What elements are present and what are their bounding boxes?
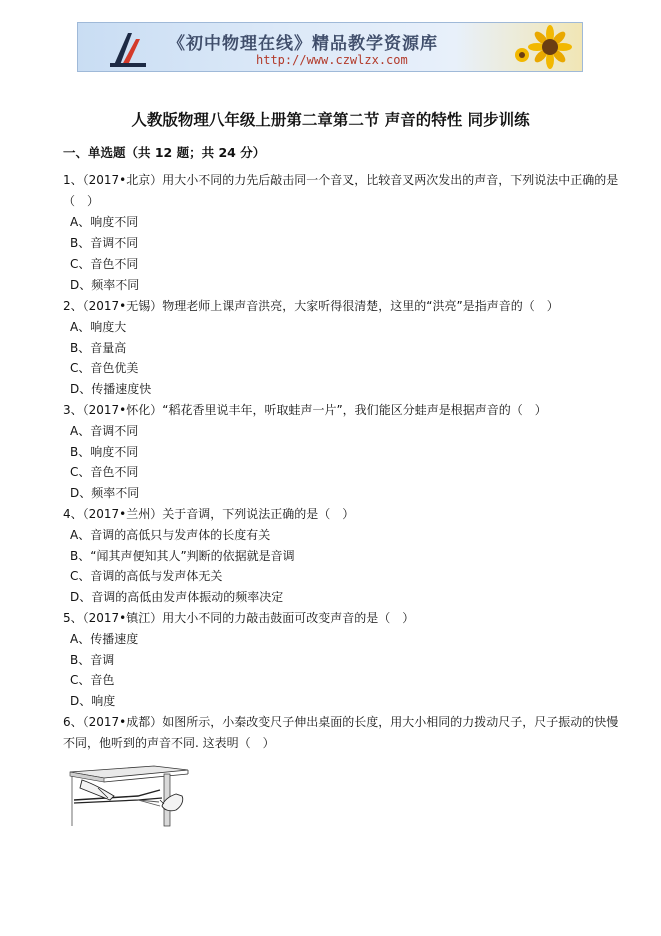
question-3-option-d: D、频率不同 — [70, 486, 140, 500]
document-title: 人教版物理八年级上册第二章第二节 声音的特性 同步训练 — [131, 111, 530, 129]
question-3-option-b: B、响度不同 — [70, 445, 139, 459]
question-1-option-d: D、频率不同 — [70, 278, 140, 292]
question-1-text-line-1: 1、（2017•北京）用大小不同的力先后敲击同一个音叉，比较音叉两次发出的声音，下列说法中正确的是 — [63, 173, 619, 187]
question-4-option-d: D、音调的高低由发声体振动的频率决定 — [70, 590, 284, 604]
question-2-text: 2、（2017•无锡）物理老师上课声音洪亮，大家听得很清楚，这里的“洪亮”是指声音的（ ） — [63, 299, 559, 313]
banner-url: http://www.czwlzx.com — [256, 53, 408, 67]
ruler-vibration-figure — [64, 760, 190, 828]
question-5-option-a: A、传播速度 — [70, 632, 139, 646]
sunflower-icon — [514, 25, 578, 71]
question-2-option-b: B、音量高 — [70, 341, 127, 355]
question-6-text-line-1: 6、（2017•成都）如图所示，小秦改变尺子伸出桌面的长度，用大小相同的力拨动尺子，尺子振动的快慢 — [63, 715, 619, 729]
question-3-text: 3、（2017•怀化）“稻花香里说丰年，听取蛙声一片”，我们能区分蛙声是根据声音的（ ） — [63, 403, 547, 417]
question-5-option-c: C、音色 — [70, 673, 115, 687]
question-2-option-a: A、响度大 — [70, 320, 127, 334]
question-4-option-b: B、“闻其声便知其人”判断的依据就是音调 — [70, 549, 295, 563]
question-3-option-c: C、音色不同 — [70, 465, 139, 479]
question-2-option-d: D、传播速度快 — [70, 382, 152, 396]
question-1-option-c: C、音色不同 — [70, 257, 139, 271]
question-5-option-d: D、响度 — [70, 694, 116, 708]
site-logo-icon — [106, 29, 150, 69]
header-banner — [77, 22, 583, 72]
question-4-option-c: C、音调的高低与发声体无关 — [70, 569, 223, 583]
question-5-text: 5、（2017•镇江）用大小不同的力敲击鼓面可改变声音的是（ ） — [63, 611, 415, 625]
section-heading: 一、单选题（共 12 题；共 24 分） — [63, 145, 266, 160]
question-3-option-a: A、音调不同 — [70, 424, 139, 438]
question-2-option-c: C、音色优美 — [70, 361, 139, 375]
question-1-option-b: B、音调不同 — [70, 236, 139, 250]
question-4-option-a: A、音调的高低只与发声体的长度有关 — [70, 528, 271, 542]
question-4-text: 4、（2017•兰州）关于音调，下列说法正确的是（ ） — [63, 507, 355, 521]
question-1-option-a: A、响度不同 — [70, 215, 139, 229]
question-1-text-line-2: （ ） — [63, 194, 100, 208]
banner-title: 《初中物理在线》精品教学资源库 — [168, 34, 438, 54]
question-5-option-b: B、音调 — [70, 653, 115, 667]
question-6-text-line-2: 不同，他听到的声音不同. 这表明（ ） — [63, 736, 275, 750]
